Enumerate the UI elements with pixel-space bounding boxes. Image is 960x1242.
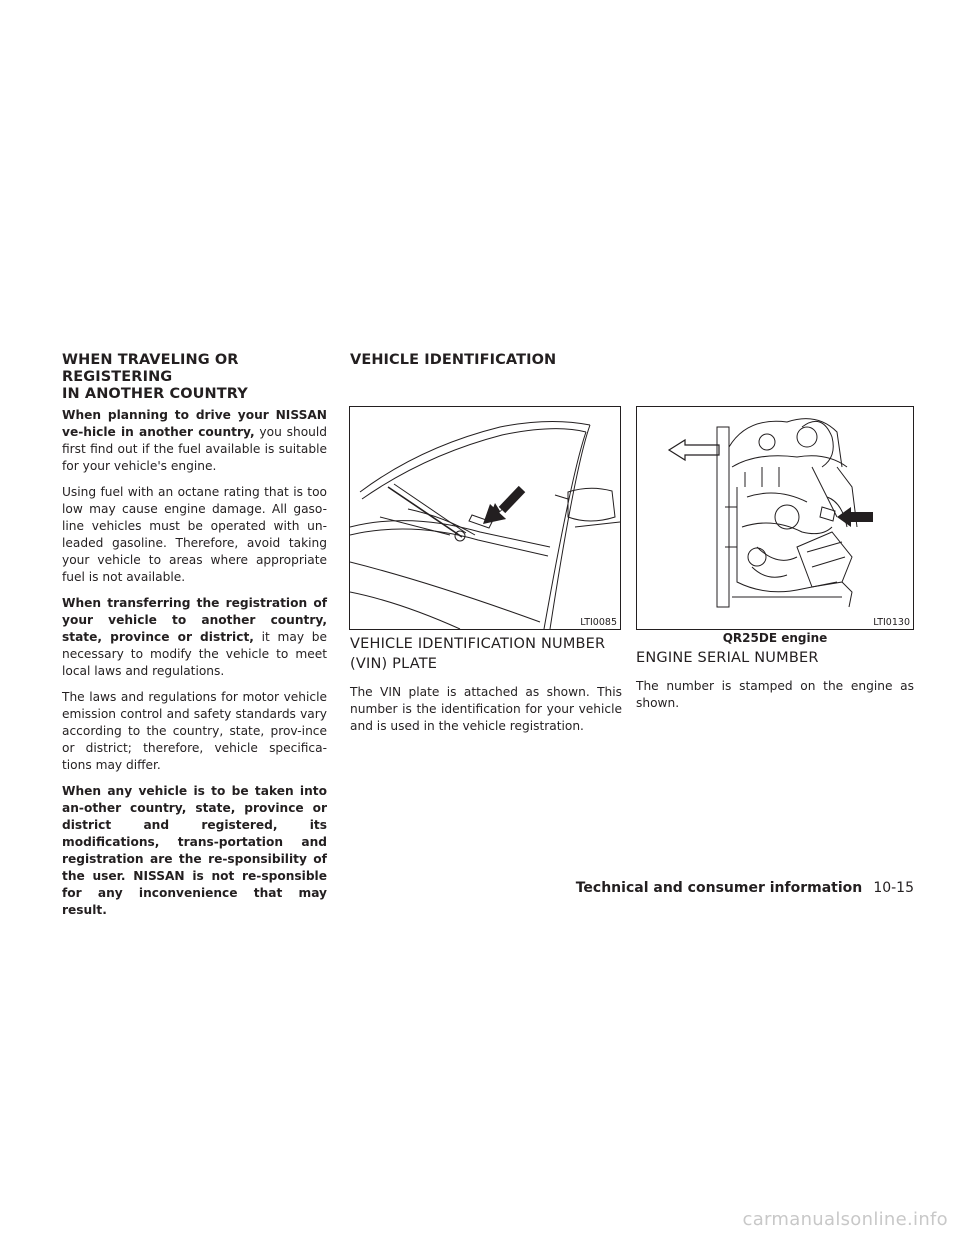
- vin-plate-figure: [349, 406, 621, 630]
- vin-body: The VIN plate is attached as shown. This number is the identification for your vehicle and is used in the vehicle registration.: [350, 685, 622, 733]
- engine-section: [636, 631, 914, 712]
- left-heading-line1: WHEN TRAVELING OR REGISTERING: [62, 352, 239, 385]
- watermark: carmanualsonline.info: [742, 1209, 948, 1230]
- left-heading-line2: IN ANOTHER COUNTRY: [62, 386, 248, 402]
- engine-illustration: [637, 407, 913, 629]
- left-column-body: [62, 407, 327, 928]
- engine-serial-subheading: ENGINE SERIAL NUMBER: [636, 650, 819, 666]
- engine-figure: [636, 406, 914, 630]
- paragraph-3-bold: When transferring the registration of your vehicle to another country, state, province or district,: [62, 596, 327, 644]
- page-footer: [576, 877, 914, 897]
- windshield-illustration: [350, 407, 620, 629]
- paragraph-1-bold: When planning to drive your NISSAN ve-hicle in another country,: [62, 408, 327, 439]
- vin-figure-code: LTI0085: [580, 617, 617, 628]
- vin-subheading-line1: VEHICLE IDENTIFICATION NUMBER: [350, 636, 606, 652]
- vin-subheading: [350, 634, 622, 674]
- footer-section-title: Technical and consumer information: [575, 880, 863, 896]
- paragraph-1: [62, 407, 327, 475]
- paragraph-5-bold: When any vehicle is to be taken into an-other country, state, province or district and registered, its modifications, trans-portation and registration are the re-sponsibility of the user. NISSAN is not re-sponsible for any inconvenience that may result.: [62, 784, 327, 917]
- footer-page-number: 10-15: [873, 880, 914, 896]
- paragraph-3-text: it may be necessary to modify the vehicle to meet local laws and regulations.: [62, 630, 327, 678]
- vin-subheading-line2: (VIN) PLATE: [350, 656, 438, 672]
- vin-section: [350, 634, 622, 735]
- paragraph-3: [62, 595, 327, 680]
- paragraph-5: [62, 783, 327, 919]
- engine-serial-body: The number is stamped on the engine as shown.: [636, 679, 914, 710]
- engine-figure-code: LTI0130: [873, 617, 910, 628]
- engine-figure-caption: QR25DE engine: [722, 631, 828, 645]
- paragraph-4: The laws and regulations for motor vehicle emission control and safety standards vary according to the country, state, prov-ince or district; therefore, vehicle specifica-tions may differ.: [62, 690, 327, 772]
- paragraph-2: Using fuel with an octane rating that is too low may cause engine damage. All gaso-line vehicles must be operated with un-leaded gasoline. Therefore, avoid taking your vehicle to areas where appropriate fuel is not available.: [62, 485, 327, 584]
- right-section-heading: [350, 352, 650, 369]
- left-section-heading: [62, 352, 342, 403]
- paragraph-1-text: you should first find out if the fuel available is suitable for your vehicle's engine.: [62, 425, 327, 473]
- vehicle-identification-heading: VEHICLE IDENTIFICATION: [350, 352, 557, 368]
